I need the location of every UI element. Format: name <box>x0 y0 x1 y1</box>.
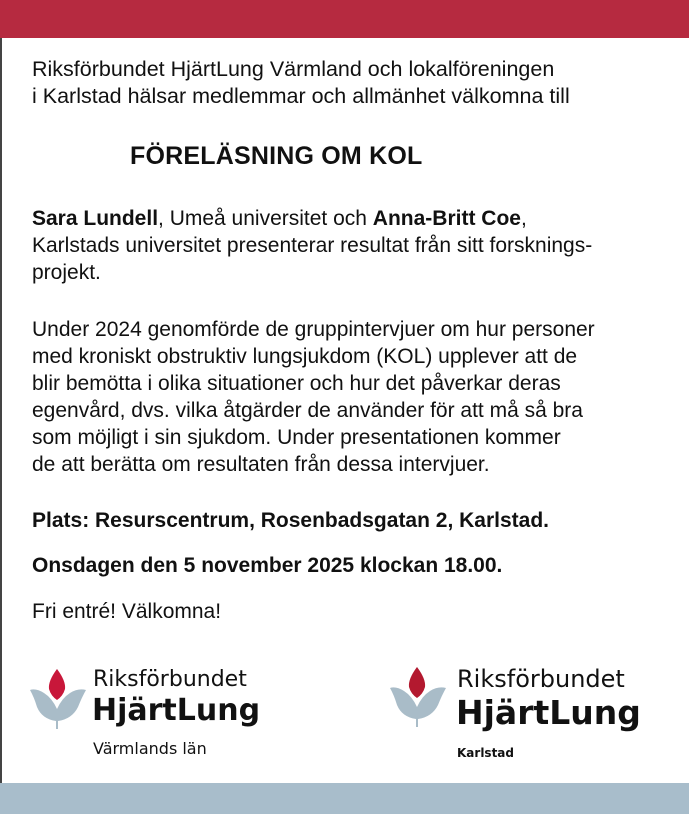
top-color-bar <box>0 0 689 38</box>
body-line: blir bemötta i olika situationer och hur det påverkar deras <box>32 372 561 395</box>
speakers-paragraph <box>32 205 682 286</box>
tulip-heart-icon <box>30 667 86 729</box>
body-line: egenvård, dvs. vilka åtgärder de använder för att må så bra <box>32 399 583 422</box>
logo-line-3: Värmlands län <box>93 739 207 758</box>
intro-line-2: i Karlstad hälsar medlemmar och allmänhet välkomna till <box>32 84 570 108</box>
intro-text <box>32 56 672 110</box>
body-line: som möjligt i sin sjukdom. Under presentationen kommer <box>32 426 561 449</box>
description-paragraph <box>32 316 682 478</box>
body-line: med kroniskt obstruktiv lungsjukdom (KOL) upplever att de <box>32 345 578 368</box>
speaker-name-1: Sara Lundell <box>32 207 159 230</box>
logo-line-2: HjärtLung <box>456 693 641 732</box>
logo-line-2: HjärtLung <box>92 693 261 728</box>
datetime-text: Onsdagen den 5 november 2025 klockan 18.00. <box>32 554 503 577</box>
logo-line-1: Riksförbundet <box>93 667 247 692</box>
speakers-line-3: projekt. <box>32 261 101 284</box>
speakers-line-2: Karlstads universitet presenterar resultat från sitt forsknings- <box>32 234 593 257</box>
logo-line-3: Karlstad <box>457 746 514 760</box>
page-title: FÖRELÄSNING OM KOL <box>130 142 423 170</box>
bottom-color-bar <box>0 783 689 814</box>
intro-line-1: Riksförbundet HjärtLung Värmland och lokalföreningen <box>32 57 555 81</box>
speaker-punct: , <box>520 207 527 230</box>
speaker-name-2: Anna-Britt Coe <box>372 207 521 230</box>
body-line: de att berätta om resultaten från dessa intervjuer. <box>32 453 490 476</box>
speaker-affiliation-1: , Umeå universitet och <box>158 207 373 230</box>
speakers-line-1 <box>32 205 682 232</box>
tulip-heart-icon <box>390 665 446 727</box>
logo-line-1: Riksförbundet <box>457 665 625 693</box>
venue-text: Plats: Resurscentrum, Rosenbadsgatan 2, Karlstad. <box>32 509 549 532</box>
welcome-text: Fri entré! Välkomna! <box>32 600 222 623</box>
body-line: Under 2024 genomförde de gruppintervjuer om hur personer <box>32 318 595 341</box>
